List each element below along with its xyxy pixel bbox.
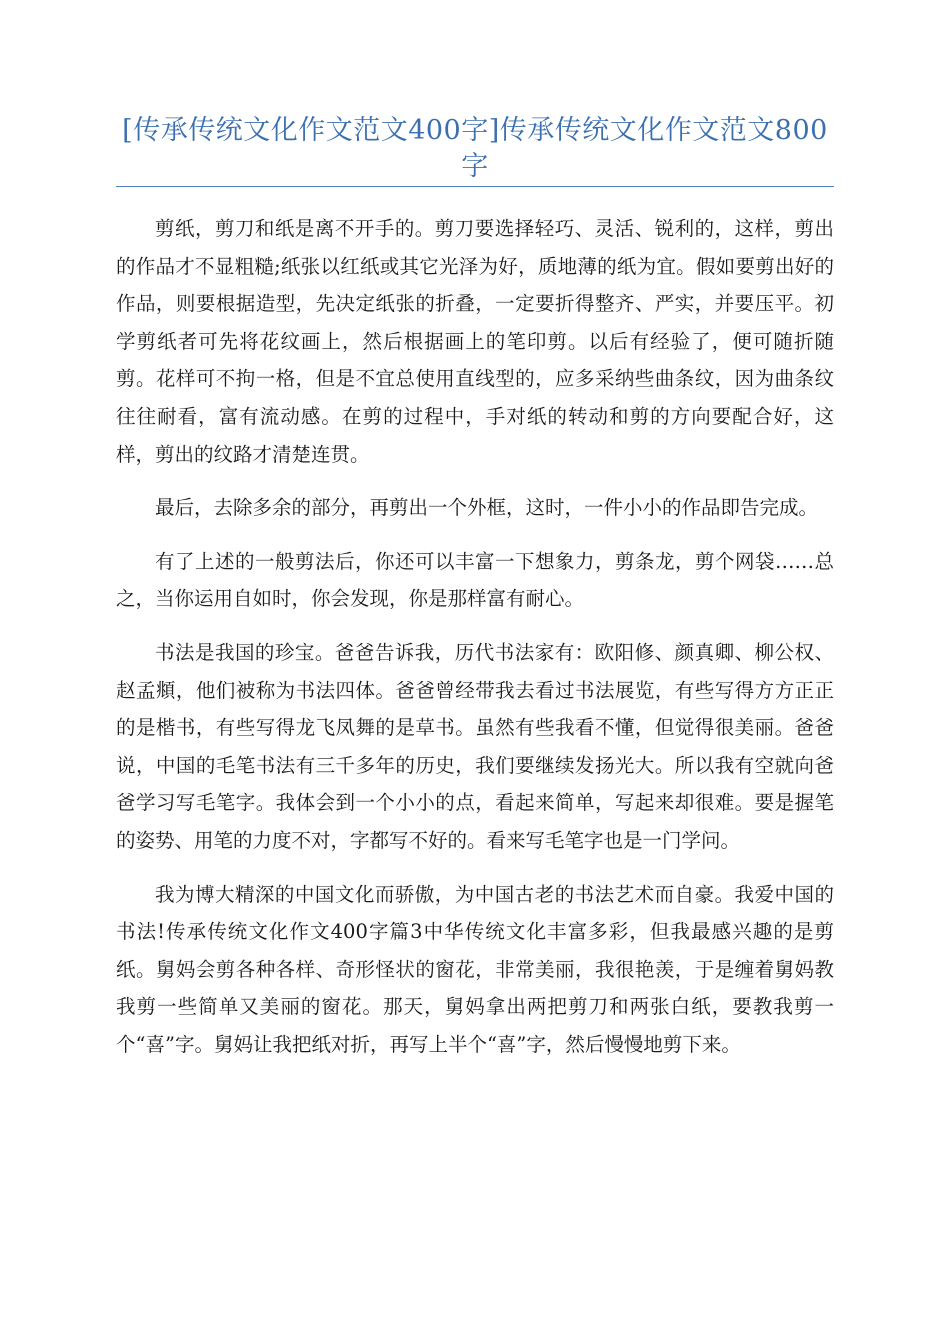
page-title: [传承传统文化作文范文400字]传承传统文化作文范文800字 bbox=[122, 115, 828, 182]
paragraph: 最后，去除多余的部分，再剪出一个外框，这时，一件小小的作品即告完成。 bbox=[155, 496, 819, 520]
paragraph: 有了上述的一般剪法后，你还可以丰富一下想象力，剪条龙，剪个网袋……总之，当你运用自如时，你会发现，你是那样富有耐心。 bbox=[116, 549, 834, 611]
title-divider bbox=[116, 186, 834, 187]
paragraph: 书法是我国的珍宝。爸爸告诉我，历代书法家有：欧阳修、颜真卿、柳公权、赵孟頫，他们被称为书法四体。爸爸曾经带我去看过书法展览，有些写得方方正正的是楷书，有些写得龙飞凤舞的是草书。虽然有些我看不懂，但觉得很美丽。爸爸说，中国的毛笔书法有三千多年的历史，我们要继续发扬光大。所以我有空就向爸爸学习写毛笔字。我体会到一个小小的点，看起来简单，写起来却很难。要是握笔的姿势、用笔的力度不对，字都写不好的。看来写毛笔字也是一门学问。 bbox=[116, 640, 834, 852]
document-body bbox=[116, 210, 834, 1079]
paragraph: 我为博大精深的中国文化而骄傲，为中国古老的书法艺术而自豪。我爱中国的书法!传承传统文化作文400字篇3中华传统文化丰富多彩，但我最感兴趣的是剪纸。舅妈会剪各种各样、奇形怪状的窗花，非常美丽，我很艳羡，于是缠着舅妈教我剪一些简单又美丽的窗花。那天，舅妈拿出两把剪刀和两张白纸，要教我剪一个“喜”字。舅妈让我把纸对折，再写上半个“喜”字，然后慢慢地剪下来。 bbox=[116, 882, 834, 1056]
paragraph: 剪纸，剪刀和纸是离不开手的。剪刀要选择轻巧、灵活、锐利的，这样，剪出的作品才不显粗糙;纸张以红纸或其它光泽为好，质地薄的纸为宜。假如要剪出好的作品，则要根据造型，先决定纸张的折叠，一定要折得整齐、严实，并要压平。初学剪纸者可先将花纹画上，然后根据画上的笔印剪。以后有经验了，便可随折随剪。花样可不拘一格，但是不宜总使用直线型的，应多采纳些曲条纹，因为曲条纹往往耐看，富有流动感。在剪的过程中，手对纸的转动和剪的方向要配合好，这样，剪出的纹路才清楚连贯。 bbox=[116, 217, 834, 466]
